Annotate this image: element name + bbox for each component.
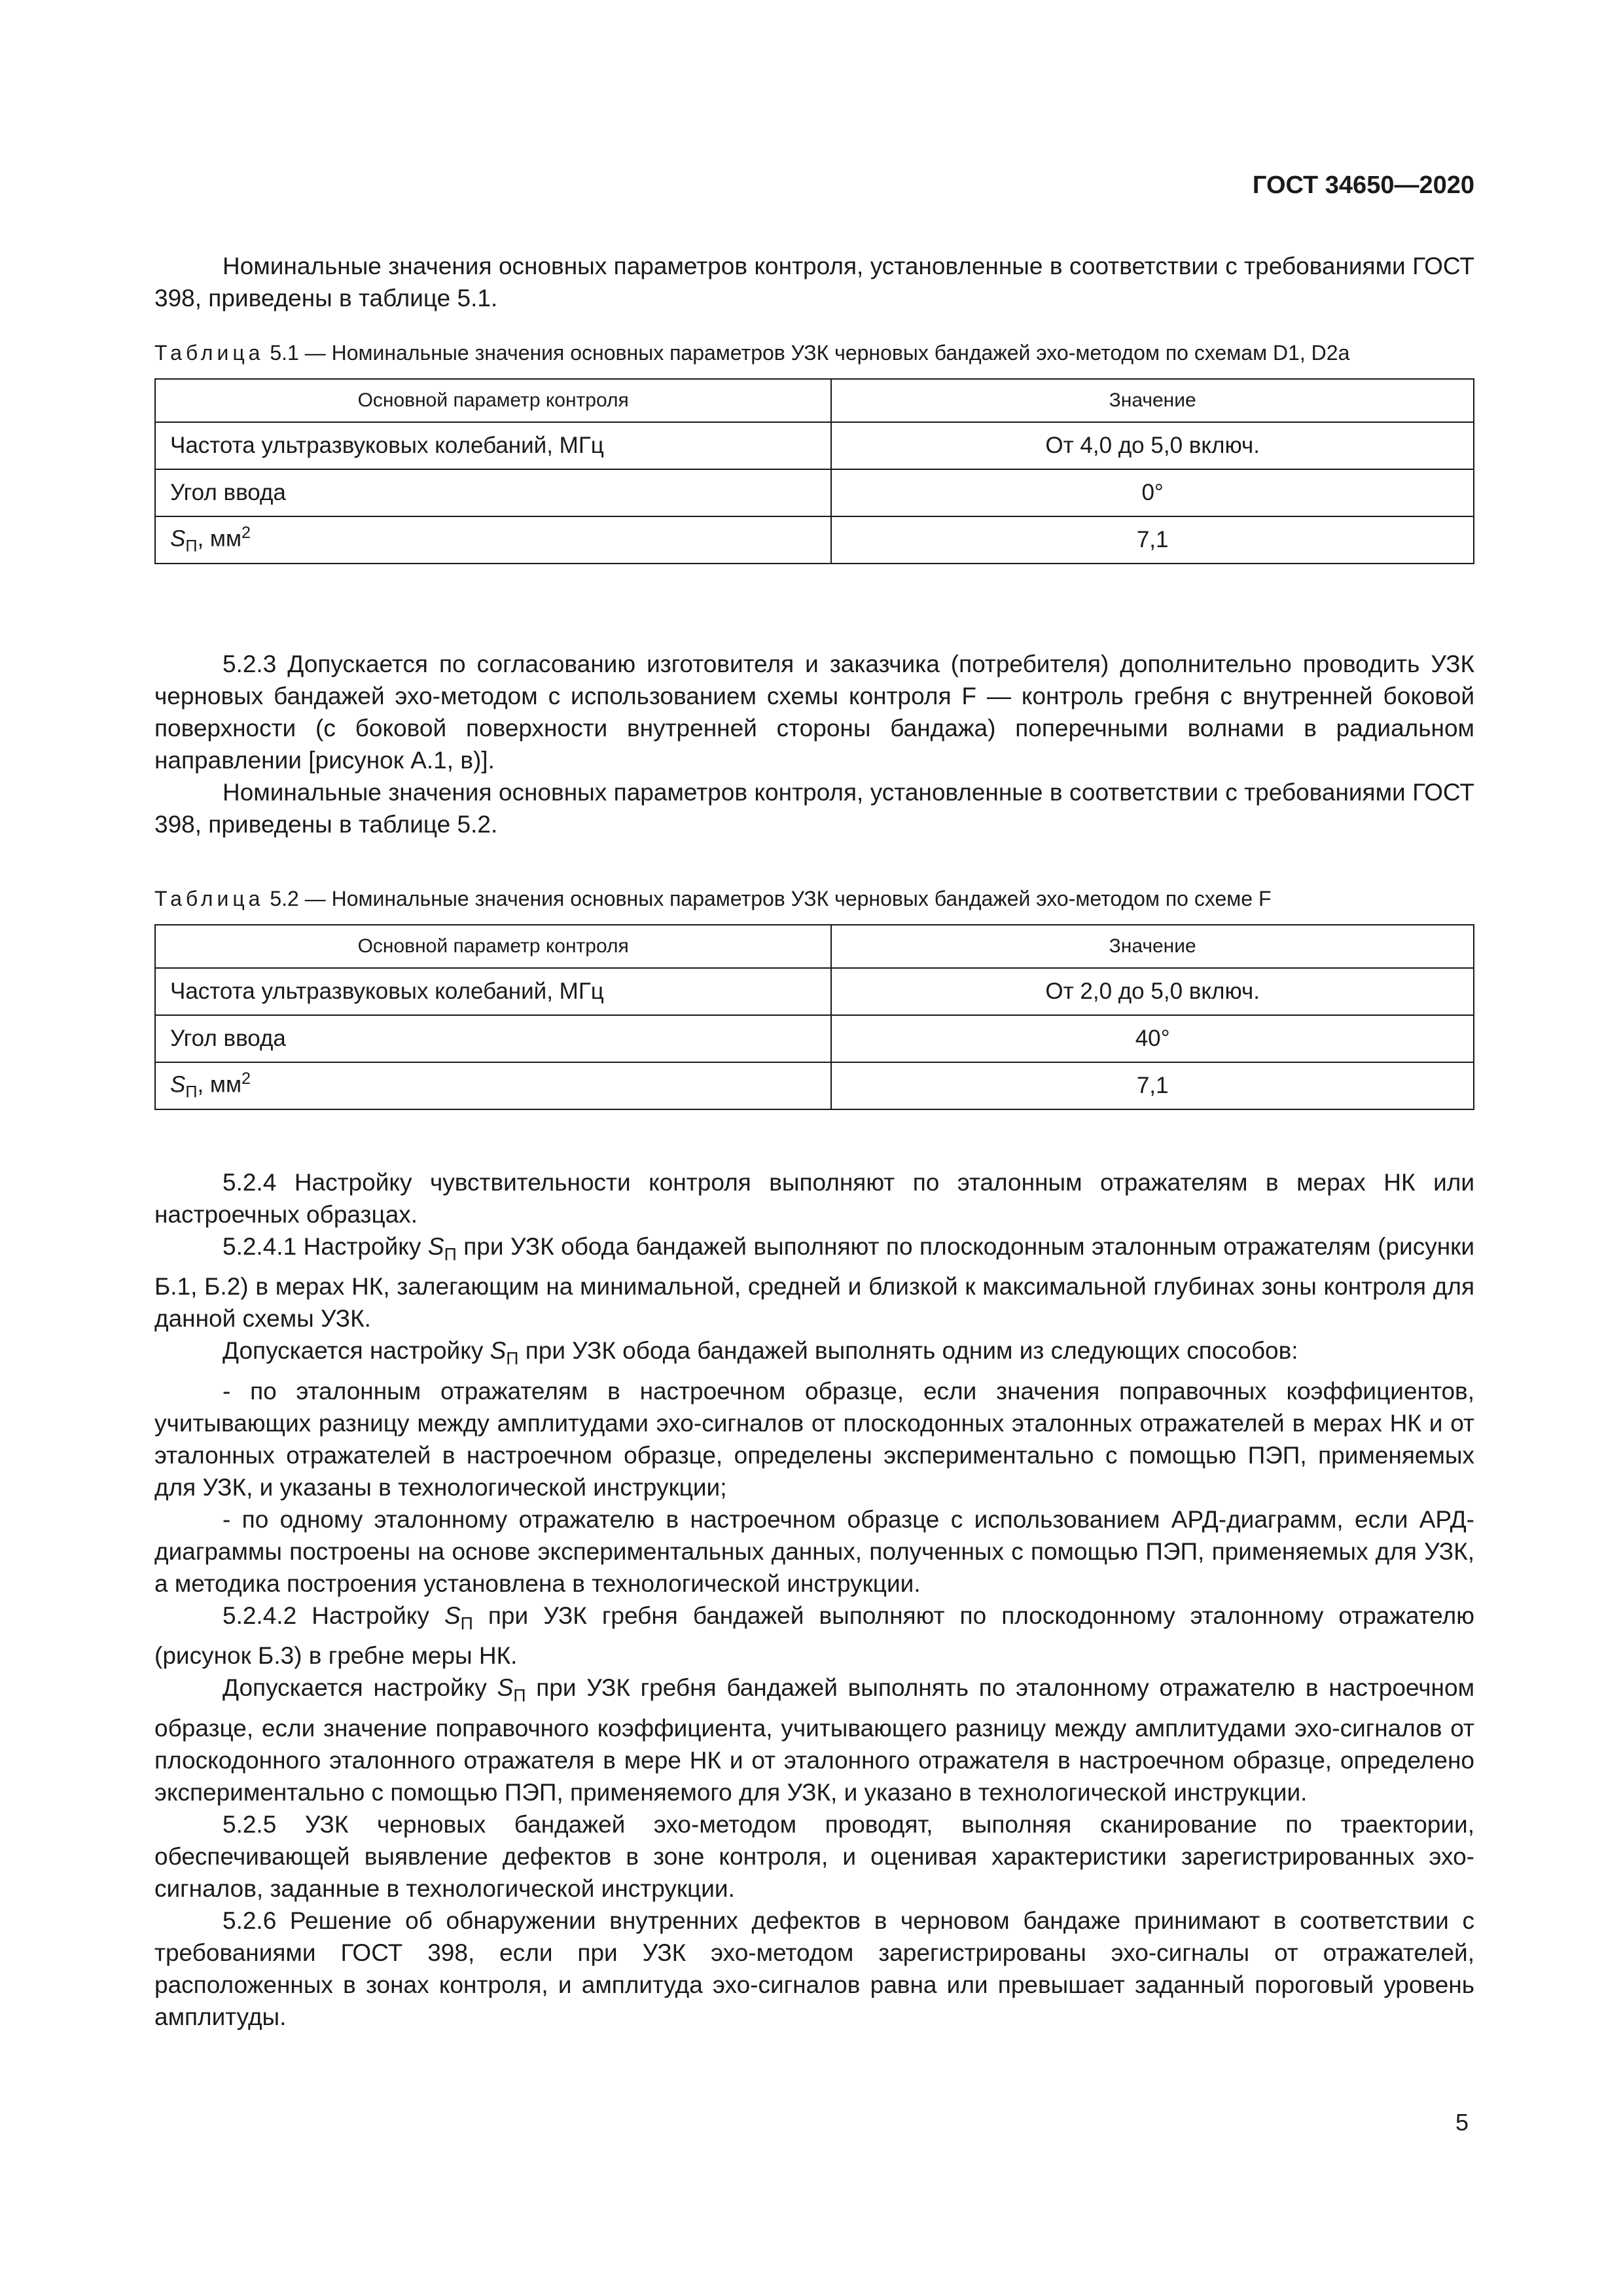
table-cell-param: Угол ввода: [155, 1015, 831, 1062]
paragraph-5-2-3: 5.2.3 Допускается по согласованию изготовителя и заказчика (потребителя) дополнительно проводить УЗК черновых бандажей эхо-методом с использованием схемы контроля F — контроль гребня с внутренней боковой поверхности (с боковой поверхности внутренней стороны бандажа) поперечными волнами в радиальном направлении [рисунок А.1, в)].: [154, 651, 1474, 774]
column-header-param: Основной параметр контроля: [155, 925, 831, 968]
paragraph-5-2-5: 5.2.5 УЗК черновых бандажей эхо-методом проводят, выполняя сканирование по траектории, обеспечивающей выявление дефектов в зоне контроля, и оценивая характеристики зарегистрированных эхо-сигналов, заданные в технологической инструкции.: [154, 1810, 1474, 1902]
section-5-2-4-to-5-2-6: [154, 1166, 1474, 2033]
table-5-1-caption: Таблица 5.1 — Номинальные значения основных параметров УЗК черновых бандажей эхо-методом по схемам D1, D2a: [154, 341, 1350, 365]
table-cell-value: 40°: [831, 1015, 1474, 1062]
table-5-1: [154, 378, 1474, 564]
table-header-row: [155, 379, 1474, 422]
paragraph-5-2-3-ref: Номинальные значения основных параметров контроля, установленные в соответствии с требованиями ГОСТ 398, приведены в таблице 5.2.: [154, 779, 1474, 838]
table-cell-value: 7,1: [831, 516, 1474, 564]
table-row: [155, 469, 1474, 516]
intro-paragraph: Номинальные значения основных параметров контроля, установленные в соответствии с требованиями ГОСТ 398, приведены в таблице 5.1.: [154, 253, 1474, 312]
section-table-5-1: [154, 250, 1474, 564]
table-cell-param: $S_П$, $мм^2$: [155, 516, 831, 564]
column-header-value: Значение: [831, 925, 1474, 968]
table-cell-value: 7,1: [831, 1062, 1474, 1109]
table-cell-value: От 2,0 до 5,0 включ.: [831, 968, 1474, 1015]
table-cell-value: 0°: [831, 469, 1474, 516]
table-5-2: [154, 924, 1474, 1110]
table-row: [155, 516, 1474, 564]
table-row: [155, 422, 1474, 469]
list-item: - по эталонным отражателям в настроечном образце, если значения поправочных коэффициентов, учитывающих разницу между амплитудами эхо-сигналов от плоскодонных эталонных отражателей в мерах НК и от эталонных отражателей в настроечном образце, определены экспериментально с помощью ПЭП, применяемых для УЗК, и указаны в технологической инструкции;: [154, 1377, 1474, 1501]
table-cell-param: Угол ввода: [155, 469, 831, 516]
paragraph-5-2-4-2: 5.2.4.2 Настройку $S_П$ при УЗК гребня бандажей выполняют по плоскодонному эталонному отражателю (рисунок Б.3) в гребне меры НК.: [154, 1602, 1474, 1670]
paragraph-allow-rim: Допускается настройку $S_П$ при УЗК обода бандажей выполнять одним из следующих способов:: [223, 1337, 1298, 1369]
table-5-2-caption: Таблица 5.2 — Номинальные значения основных параметров УЗК черновых бандажей эхо-методом по схеме F: [154, 887, 1272, 910]
table-row: [155, 1015, 1474, 1062]
table-header-row: [155, 925, 1474, 968]
table-cell-value: От 4,0 до 5,0 включ.: [831, 422, 1474, 469]
table-cell-param: $S_П$, $мм^2$: [155, 1062, 831, 1109]
column-header-value: Значение: [831, 379, 1474, 422]
paragraph-5-2-4: 5.2.4 Настройку чувствительности контроля выполняют по эталонным отражателям в мерах НК или настроечных образцах.: [154, 1169, 1474, 1228]
table-row: [155, 1062, 1474, 1109]
column-header-param: Основной параметр контроля: [155, 379, 831, 422]
section-5-2-3: [154, 648, 1474, 1110]
paragraph-5-2-4-1: 5.2.4.1 Настройку $S_П$ при УЗК обода бандажей выполняют по плоскодонным эталонным отражателям (рисунки Б.1, Б.2) в мерах НК, залегающим на минимальной, средней и близкой к максимальной глубинах зоны контроля для данной схемы УЗК.: [154, 1233, 1474, 1333]
list-item: - по одному эталонному отражателю в настроечном образце с использованием АРД-диаграмм, если АРД-диаграммы построены на основе экспериментальных данных, полученных с помощью ПЭП, применяемых для УЗК, а методика построения установлена в технологической инструкции.: [154, 1505, 1474, 1597]
table-cell-param: Частота ультразвуковых колебаний, МГц: [155, 422, 831, 469]
table-row: [155, 968, 1474, 1015]
page-number: 5: [1455, 2109, 1469, 2136]
table-cell-param: Частота ультразвуковых колебаний, МГц: [155, 968, 831, 1015]
document-header-standard: ГОСТ 34650—2020: [1252, 171, 1474, 199]
paragraph-5-2-6: 5.2.6 Решение об обнаружении внутренних дефектов в черновом бандаже принимают в соответствии с требованиями ГОСТ 398, если при УЗК эхо-методом зарегистрированы эхо-сигналы от отражателей, расположенных в зонах контроля, и амплитуда эхо-сигналов равна или превышает заданный пороговый уровень амплитуды.: [154, 1907, 1474, 2030]
paragraph-allow-flange: Допускается настройку $S_П$ при УЗК гребня бандажей выполнять по эталонному отражателю в настроечном образце, если значение поправочного коэффициента, учитывающего разницу между амплитудами эхо-сигналов от плоскодонного эталонного отражателя в мере НК и от эталонного отражателя в настроечном образце, определено экспериментально с помощью ПЭП, применяемого для УЗК, и указано в технологической инструкции.: [154, 1674, 1475, 1806]
